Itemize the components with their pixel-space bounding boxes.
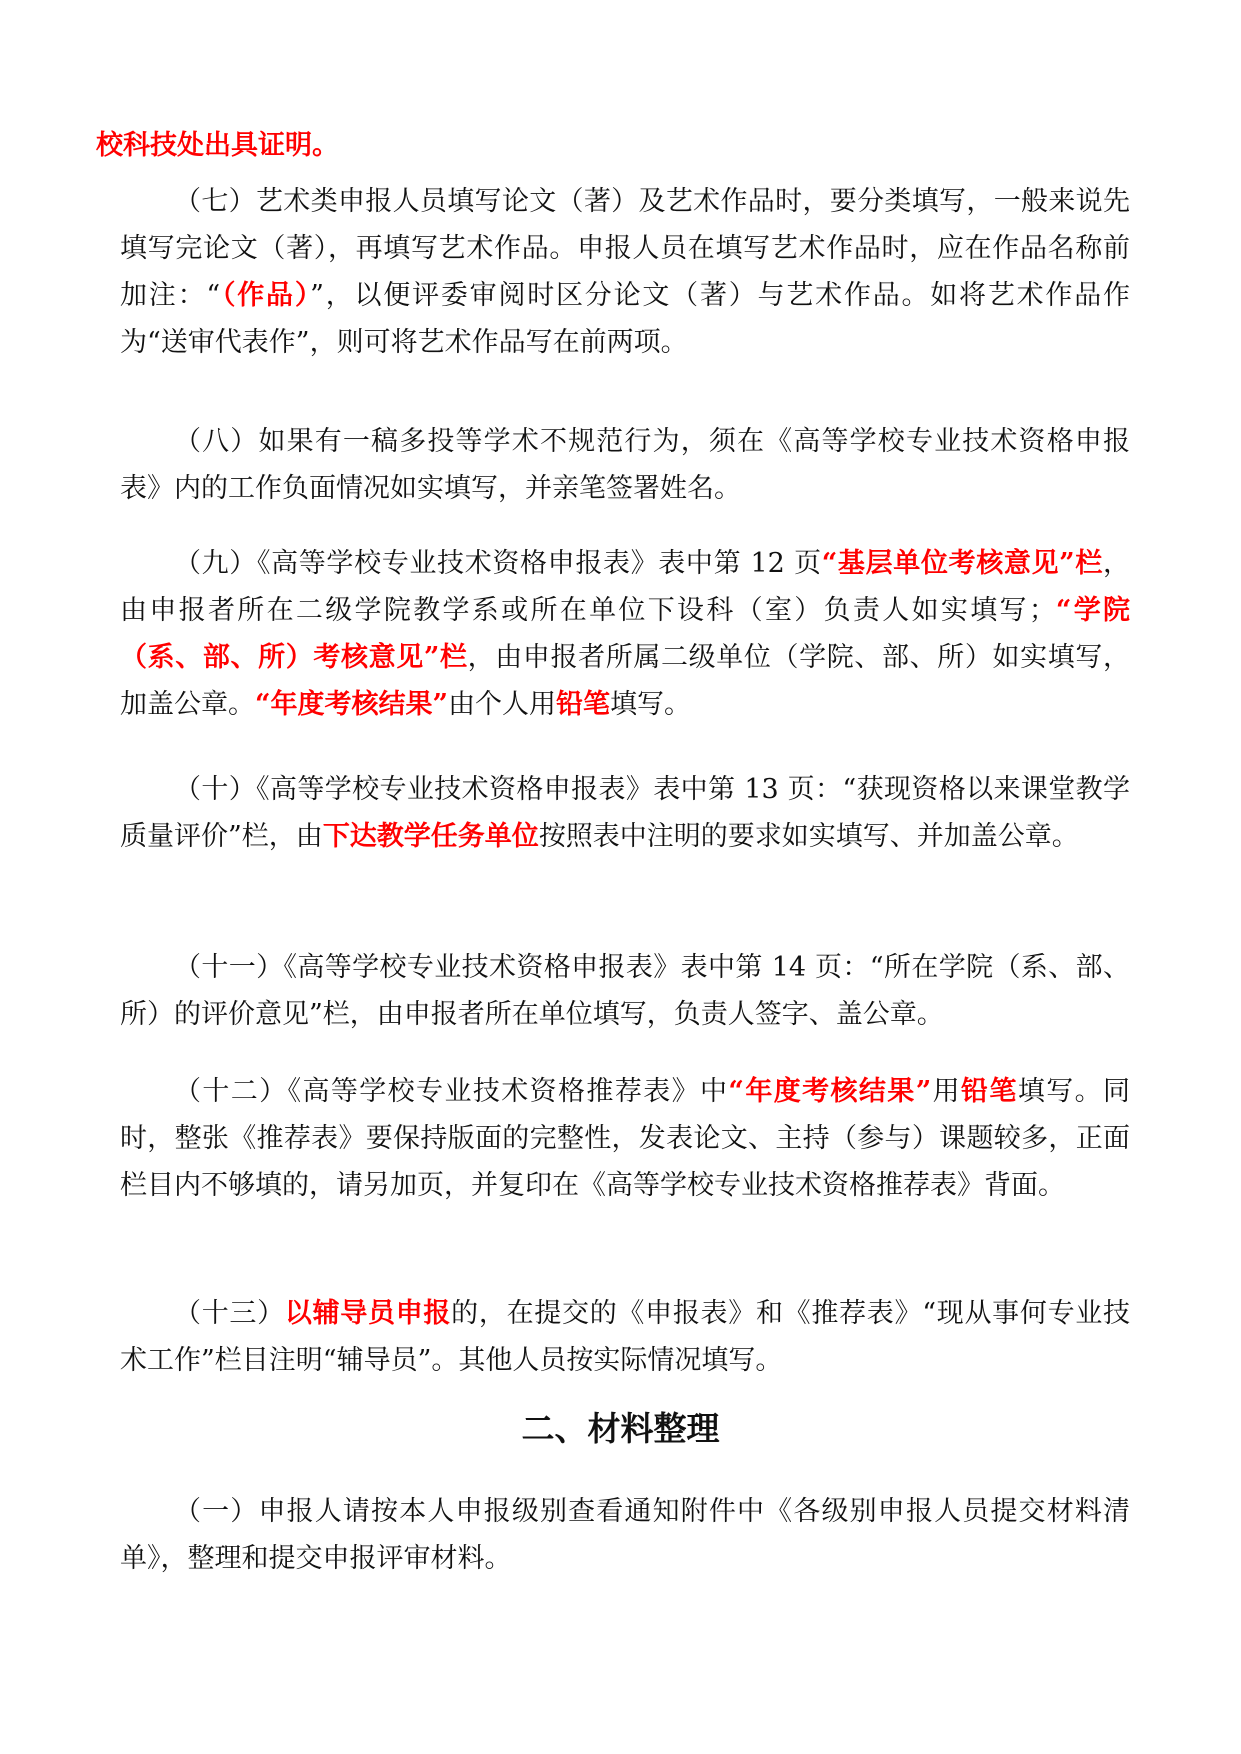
text-run: （十）《高等学校专业技术资格申报表》表中第 13 页：“获现资格以来课堂教学质量评价”栏，由 — [120, 774, 1130, 852]
text-run: （九）《高等学校专业技术资格申报表》表中第 12 页 — [174, 548, 822, 579]
highlight-text: 铅笔 — [961, 1076, 1018, 1107]
text-run: 按照表中注明的要求如实填写、并加盖公章。 — [538, 821, 1079, 852]
highlight-text: “年度考核结果” — [255, 689, 449, 720]
text-run: （十二）《高等学校专业技术资格推荐表》中 — [174, 1076, 729, 1107]
paragraph-continuation — [96, 122, 1106, 169]
text-run: （十一）《高等学校专业技术资格申报表》表中第 14 页：“所在学院（系、部、所）的评价意见”栏，由申报者所在单位填写，负责人签字、盖公章。 — [120, 952, 1130, 1030]
text-run: （八）如果有一稿多投等学术不规范行为，须在《高等学校专业技术资格申报表》内的工作负面情况如实填写，并亲笔签署姓名。 — [120, 426, 1130, 504]
paragraph-10 — [120, 766, 1130, 860]
paragraph-12 — [120, 1068, 1130, 1209]
highlight-text: “学院（系、部、所）考核意见”栏 — [120, 595, 1131, 673]
text-run: ”，以便评委审阅时区分论文（著）与艺术作品。如将艺术作品作为“送审代表作”，则可将艺术作品写在前两项。 — [120, 280, 1130, 358]
text-run: ，由申报者所属二级单位（学院、部、所）如实填写，加盖公章。 — [120, 642, 1131, 720]
text-run: 填写。 — [610, 689, 692, 720]
text-run: （七）艺术类申报人员填写论文（著）及艺术作品时，要分类填写，一般来说先填写完论文（著），再填写艺术作品。申报人员在填写艺术作品时，应在作品名称前加注：“ — [120, 186, 1130, 311]
highlight-text: 下达教学任务单位 — [322, 821, 539, 852]
paragraph-8 — [120, 418, 1130, 512]
text-run: 填写。同时，整张《推荐表》要保持版面的完整性，发表论文、主持（参与）课题较多，正面栏目内不够填的，请另加页，并复印在《高等学校专业技术资格推荐表》背面。 — [120, 1076, 1131, 1201]
text-run: （十三） — [174, 1298, 285, 1329]
highlight-text: “年度考核结果” — [728, 1076, 932, 1107]
paragraph-7 — [120, 178, 1130, 366]
paragraph-13 — [120, 1290, 1130, 1384]
text-run: ，由申报者所在二级学院教学系或所在单位下设科（室）负责人如实填写； — [120, 548, 1130, 626]
paragraph-9 — [120, 540, 1130, 728]
highlight-text: “基层单位考核意见”栏 — [821, 548, 1103, 579]
text-run: 用 — [931, 1076, 962, 1107]
text-run: （一）申报人请按本人申报级别查看通知附件中《各级别申报人员提交材料清单》，整理和提交申报评审材料。 — [120, 1496, 1130, 1574]
text-run: 由个人用 — [448, 689, 557, 720]
highlight-text: （作品） — [220, 280, 311, 311]
section-paragraph-1 — [120, 1488, 1130, 1582]
highlight-text: 以辅导员申报 — [284, 1298, 452, 1329]
section-heading: 二、材料整理 — [521, 1409, 720, 1448]
highlight-text: 校科技处出具证明。 — [96, 130, 339, 161]
paragraph-11 — [120, 944, 1130, 1038]
text-run: 的，在提交的《申报表》和《推荐表》“现从事何专业技术工作”栏目注明“辅导员”。其他人员按实际情况填写。 — [120, 1298, 1131, 1376]
highlight-text: 铅笔 — [556, 689, 611, 720]
